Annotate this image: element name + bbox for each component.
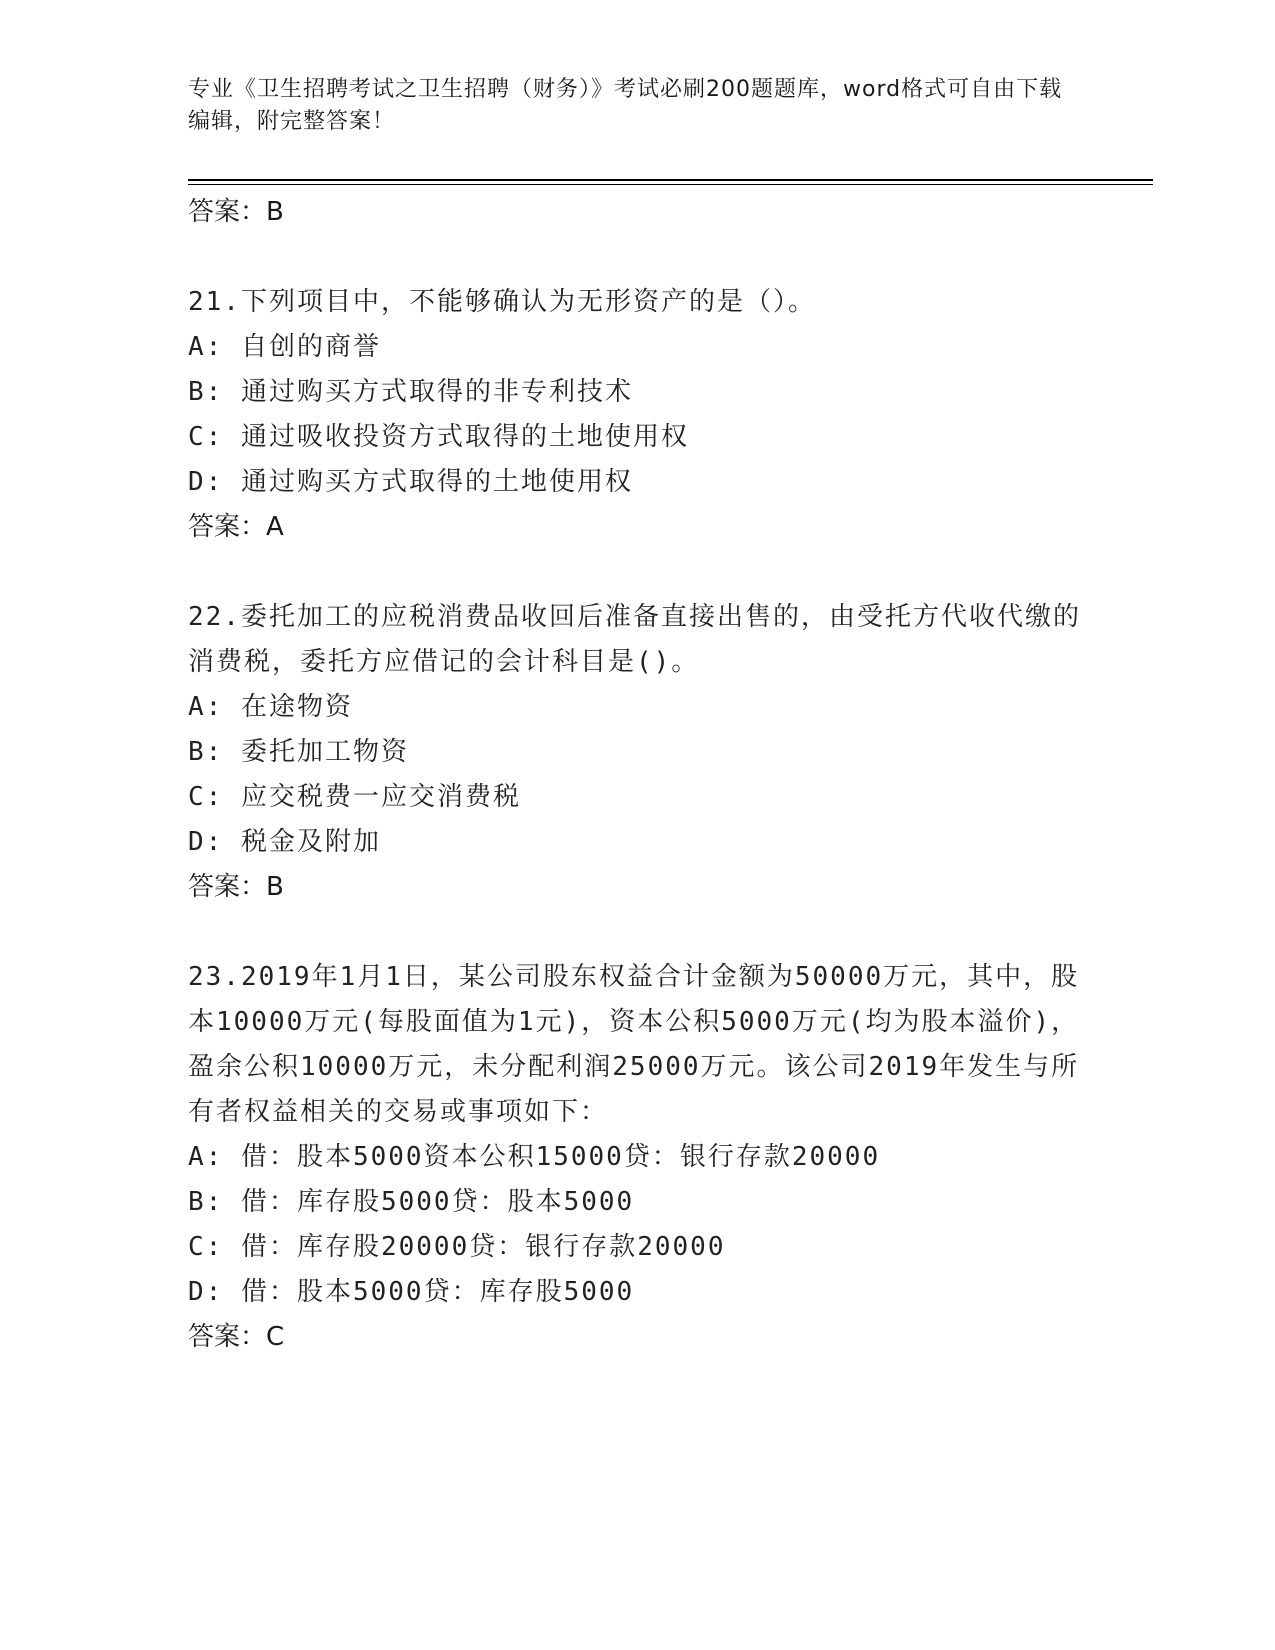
question-23 [188,955,1088,1359]
answer-line: 答案：A [188,512,284,542]
option-b: B: 借：库存股5000贷：股本5000 [188,1187,635,1217]
option-b: B: 通过购买方式取得的非专利技术 [188,377,633,407]
question-stem: 22.委托加工的应税消费品收回后准备直接出售的，由受托方代收代缴的消费税，委托方应借记的会计科目是()。 [188,602,1081,677]
option-d: D: 税金及附加 [188,827,381,857]
option-c: C: 通过吸收投资方式取得的土地使用权 [188,422,689,452]
answer-line: 答案：C [188,1322,285,1352]
option-d: D: 借：股本5000贷：库存股5000 [188,1277,635,1307]
option-c: C: 应交税费一应交消费税 [188,782,521,812]
question-22 [188,595,1088,909]
option-a: A: 借：股本5000资本公积15000贷：银行存款20000 [188,1142,881,1172]
option-d: D: 通过购买方式取得的土地使用权 [188,467,633,497]
option-b: B: 委托加工物资 [188,737,409,767]
header-divider-thick [188,179,1153,181]
answer-line: 答案：B [188,872,284,902]
answer-line: 答案：B [188,197,284,227]
header-divider-thin [188,184,1153,185]
question-stem: 23.2019年1月1日，某公司股东权益合计金额为50000万元，其中，股本10000万元(每股面值为1元)，资本公积5000万元(均为股本溢价)，盈余公积10000万元，未分配利润25000万元。该公司2019年发生与所有者权益相关的交易或事项如下： [188,962,1080,1127]
option-a: A: 在途物资 [188,692,353,722]
option-c: C: 借：库存股20000贷：银行存款20000 [188,1232,726,1262]
question-list [188,190,1088,1359]
question-stem: 21.下列项目中，不能够确认为无形资产的是（）。 [188,287,816,317]
question-21 [188,280,1088,549]
option-a: A: 自创的商誉 [188,332,381,362]
document-header: 专业《卫生招聘考试之卫生招聘（财务）》考试必刷200题题库，word格式可自由下载编辑，附完整答案！ [188,77,1063,134]
